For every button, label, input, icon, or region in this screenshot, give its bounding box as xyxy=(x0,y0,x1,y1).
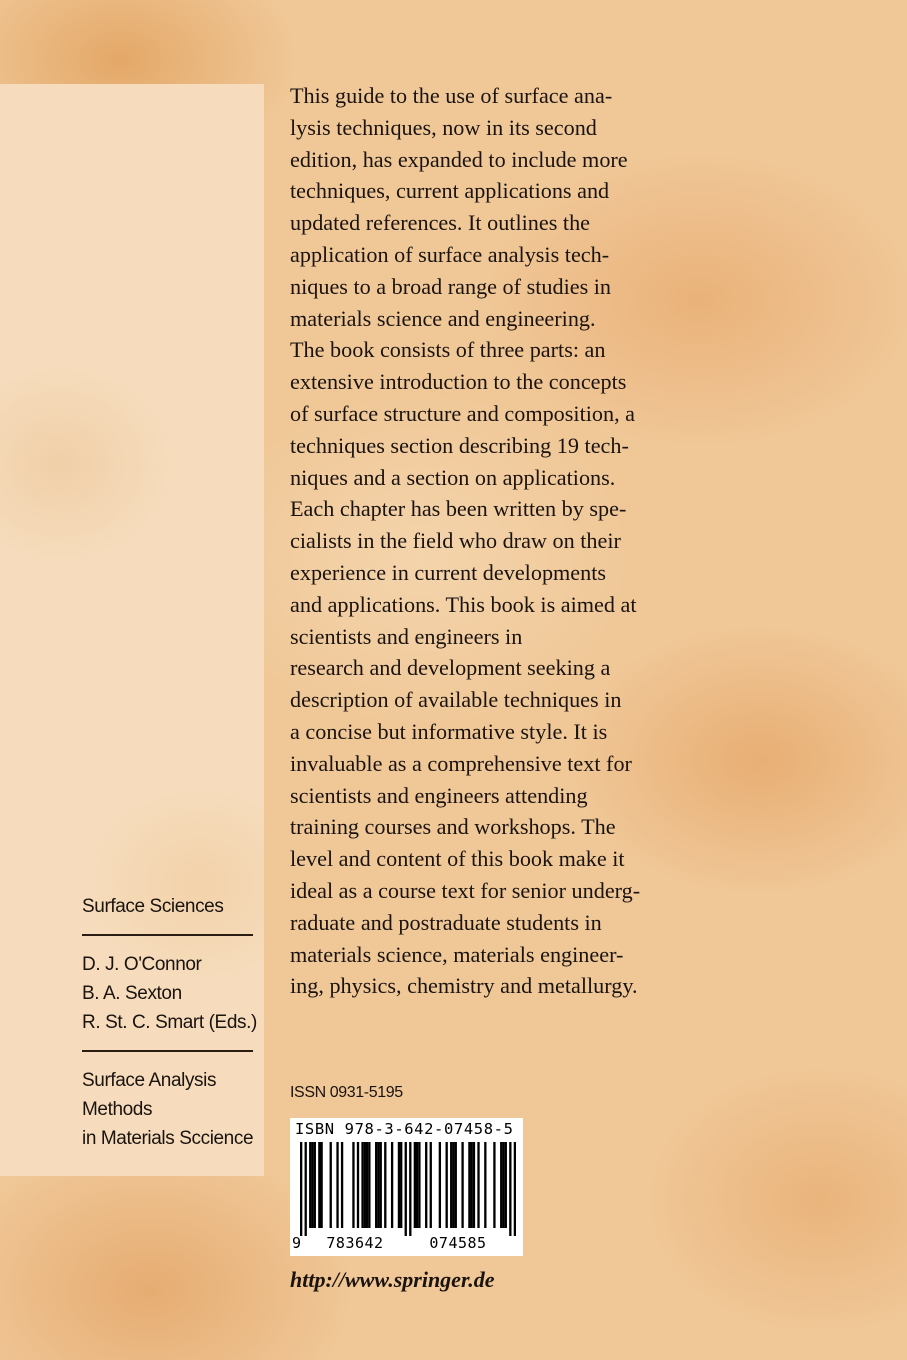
barcode-bar xyxy=(366,1142,368,1228)
blurb-line: research and development seeking a xyxy=(290,655,611,681)
blurb-line: techniques section describing 19 tech- xyxy=(290,432,629,458)
blurb-line: materials science, materials engineer- xyxy=(290,941,624,967)
blurb-line: a concise but informative style. It is xyxy=(290,718,608,744)
barcode-bar xyxy=(305,1142,307,1236)
barcode-bar xyxy=(509,1142,511,1236)
blurb-line: raduate and postraduate students in xyxy=(290,909,602,935)
barcode-bar xyxy=(514,1142,516,1236)
barcode-bar xyxy=(377,1142,379,1228)
barcode-bar xyxy=(452,1142,454,1228)
barcode-bar xyxy=(471,1142,473,1228)
barcode-bar xyxy=(368,1142,370,1228)
barcode-bar xyxy=(398,1142,400,1228)
barcode-bar xyxy=(341,1142,343,1228)
blurb-line: ing, physics, chemistry and metallurgy. xyxy=(290,973,638,999)
barcode-bar xyxy=(320,1142,322,1228)
book-title xyxy=(82,1066,262,1153)
barcode-bar xyxy=(384,1142,386,1228)
editors xyxy=(82,950,262,1037)
publisher-url: http://www.springer.de xyxy=(290,1267,495,1292)
barcode-bars xyxy=(300,1142,516,1236)
isbn-text: ISBN 978-3-642-07458-5 xyxy=(295,1120,514,1138)
blurb-line: level and content of this book make it xyxy=(290,846,625,872)
barcode-bar xyxy=(318,1142,320,1228)
issn: ISSN 0931-5195 xyxy=(290,1084,403,1101)
blurb-line: invaluable as a comprehensive text for xyxy=(290,750,632,776)
barcode-bar xyxy=(455,1142,457,1228)
barcode-bar xyxy=(425,1142,427,1228)
barcode-bar xyxy=(493,1142,495,1228)
barcode-bar xyxy=(380,1142,382,1228)
barcode-bar xyxy=(400,1142,402,1228)
blurb-line: ideal as a course text for senior underg- xyxy=(290,877,641,903)
blurb-line: description of available techniques in xyxy=(290,687,622,713)
blurb-line: scientists and engineers in xyxy=(290,623,523,649)
blurb-line: techniques, current applications and xyxy=(290,178,610,204)
blurb-line: lysis techniques, now in its second xyxy=(290,114,597,140)
barcode-bar xyxy=(468,1142,470,1228)
barcode xyxy=(290,1118,523,1256)
barcode-bar xyxy=(416,1142,418,1228)
barcode-bar xyxy=(450,1142,452,1228)
barcode-bar xyxy=(336,1142,338,1228)
blurb-line: scientists and engineers attending xyxy=(290,782,588,808)
blurb-line: edition, has expanded to include more xyxy=(290,146,628,172)
barcode-bar xyxy=(446,1142,448,1228)
barcode-bar xyxy=(439,1142,441,1228)
barcode-bar xyxy=(391,1142,393,1228)
divider xyxy=(82,1050,253,1052)
ean-first-digit: 9 xyxy=(292,1234,302,1252)
blurb-line: Each chapter has been written by spe- xyxy=(290,496,627,522)
blurb-line: application of surface analysis tech- xyxy=(290,241,610,267)
editor-name: B. A. Sexton xyxy=(82,983,182,1004)
title-line: Surface Analysis xyxy=(82,1070,217,1091)
barcode-bar xyxy=(409,1142,411,1236)
barcode-bar xyxy=(309,1142,311,1228)
barcode-bar xyxy=(418,1142,420,1228)
blurb-line: cialists in the field who draw on their xyxy=(290,528,621,554)
blurb-line: niques and a section on applications. xyxy=(290,464,616,490)
barcode-bar xyxy=(477,1142,479,1228)
blurb-line: extensive introduction to the concepts xyxy=(290,369,627,395)
barcode-bar xyxy=(300,1142,302,1236)
barcode-bar xyxy=(505,1142,507,1228)
barcode-bar xyxy=(430,1142,432,1228)
barcode-bar xyxy=(314,1142,316,1228)
barcode-bar xyxy=(461,1142,463,1228)
title-line: in Materials Sccience xyxy=(82,1128,254,1149)
barcode-bar xyxy=(484,1142,486,1228)
editor-name: D. J. O'Connor xyxy=(82,954,202,975)
series-name: Surface Sciences xyxy=(82,896,224,917)
blurb-text xyxy=(290,80,690,1002)
blurb-line: experience in current developments xyxy=(290,559,607,585)
blurb-line: and applications. This book is aimed at xyxy=(290,591,637,617)
blurb-line: materials science and engineering. xyxy=(290,305,596,331)
ean-right-digits: 074585 xyxy=(429,1234,487,1252)
barcode-bar xyxy=(361,1142,363,1228)
title-line: Methods xyxy=(82,1099,153,1120)
barcode-bar xyxy=(357,1142,359,1228)
barcode-bar xyxy=(502,1142,504,1228)
barcode-bar xyxy=(330,1142,332,1228)
blurb-line: of surface structure and composition, a xyxy=(290,400,636,426)
blurb-line: This guide to the use of surface ana- xyxy=(290,83,613,108)
barcode-bar xyxy=(473,1142,475,1228)
blurb-line: niques to a broad range of studies in xyxy=(290,273,612,299)
barcode-bar xyxy=(364,1142,366,1228)
barcode-bar xyxy=(375,1142,377,1228)
divider xyxy=(82,934,253,936)
barcode-bar xyxy=(352,1142,354,1228)
blurb-line: training courses and workshops. The xyxy=(290,814,616,840)
barcode-bar xyxy=(311,1142,313,1228)
ean-left-digits: 783642 xyxy=(326,1234,384,1252)
barcode-bar xyxy=(405,1142,407,1236)
editor-name: R. St. C. Smart (Eds.) xyxy=(82,1012,257,1033)
blurb-line: The book consists of three parts: an xyxy=(290,337,606,363)
barcode-bar xyxy=(500,1142,502,1228)
blurb-line: updated references. It outlines the xyxy=(290,210,591,236)
barcode-bar xyxy=(414,1142,416,1228)
